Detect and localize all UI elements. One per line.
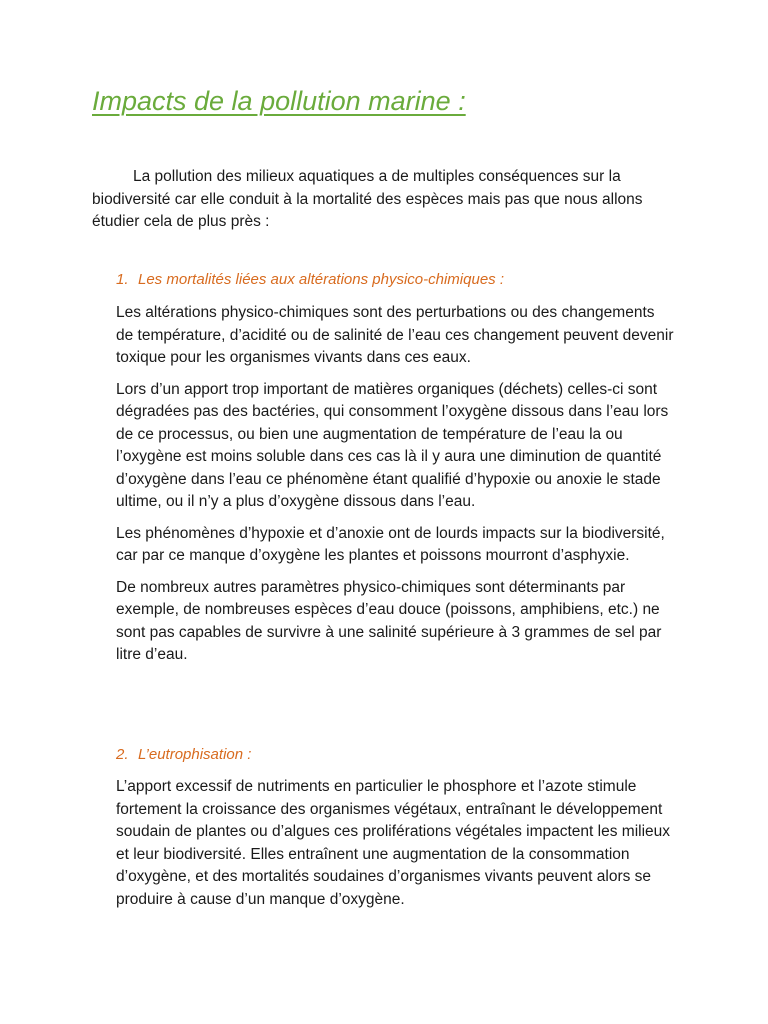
- section-body-eutrophisation: [116, 776, 676, 920]
- section-heading-eutrophisation: [116, 746, 251, 763]
- section-heading-text: Les mortalités liées aux altérations physico-chimiques :: [138, 271, 504, 288]
- section-number: 1.: [116, 271, 129, 288]
- document-title: Impacts de la pollution marine :: [92, 86, 466, 116]
- body-paragraph: Lors d’un apport trop important de matières organiques (déchets) celles-ci sont dégradées pas des bactéries, qui consomment l’oxygène dissous dans l’eau lors de ce processus, ou bien une augmentation de température de l’eau la ou l’oxygène est moins soluble dans ces cas là il y aura une diminution de quantité d’oxygène dans l’eau ce phénomène étant qualifié d’hypoxie ou anoxie le stade ultime, ou il n’y a plus d’oxygène dissous dans l’eau.: [116, 380, 669, 510]
- body-paragraph: De nombreux autres paramètres physico-chimiques sont déterminants par exemple, de nombreuses espèces d’eau douce (poissons, amphibiens, etc.) ne sont pas capables de survivre à une salinité supérieure à 3 grammes de sel par litre d’eau.: [116, 578, 662, 663]
- body-paragraph: Les phénomènes d’hypoxie et d’anoxie ont de lourds impacts sur la biodiversité, car par ce manque d’oxygène les plantes et poissons mourront d’asphyxie.: [116, 524, 665, 564]
- section-number: 2.: [116, 746, 129, 763]
- body-paragraph: L’apport excessif de nutriments en particulier le phosphore et l’azote stimule fortement la croissance des organismes végétaux, entraînant le développement soudain de plantes ou d’algues ces proliférations végétales impactent les milieux et leur biodiversité. Elles entraînent une augmentation de la consommation d’oxygène, et des mortalités soudaines d’organismes vivants peuvent alors se produire à cause d’un manque d’oxygène.: [116, 778, 671, 908]
- section-heading-text: L’eutrophisation :: [138, 746, 252, 763]
- section-body-mortalites: [116, 302, 676, 676]
- body-paragraph: Les altérations physico-chimiques sont des perturbations ou des changements de température, d’acidité ou de salinité de l’eau ces changement peuvent devenir toxique pour les organismes vivants dans ces eaux.: [116, 304, 674, 366]
- intro-paragraph: La pollution des milieux aquatiques a de multiples conséquences sur la biodiversité car elle conduit à la mortalité des espèces mais pas que nous allons étudier cela de plus près :: [92, 168, 643, 230]
- section-heading-mortalites: [116, 271, 504, 288]
